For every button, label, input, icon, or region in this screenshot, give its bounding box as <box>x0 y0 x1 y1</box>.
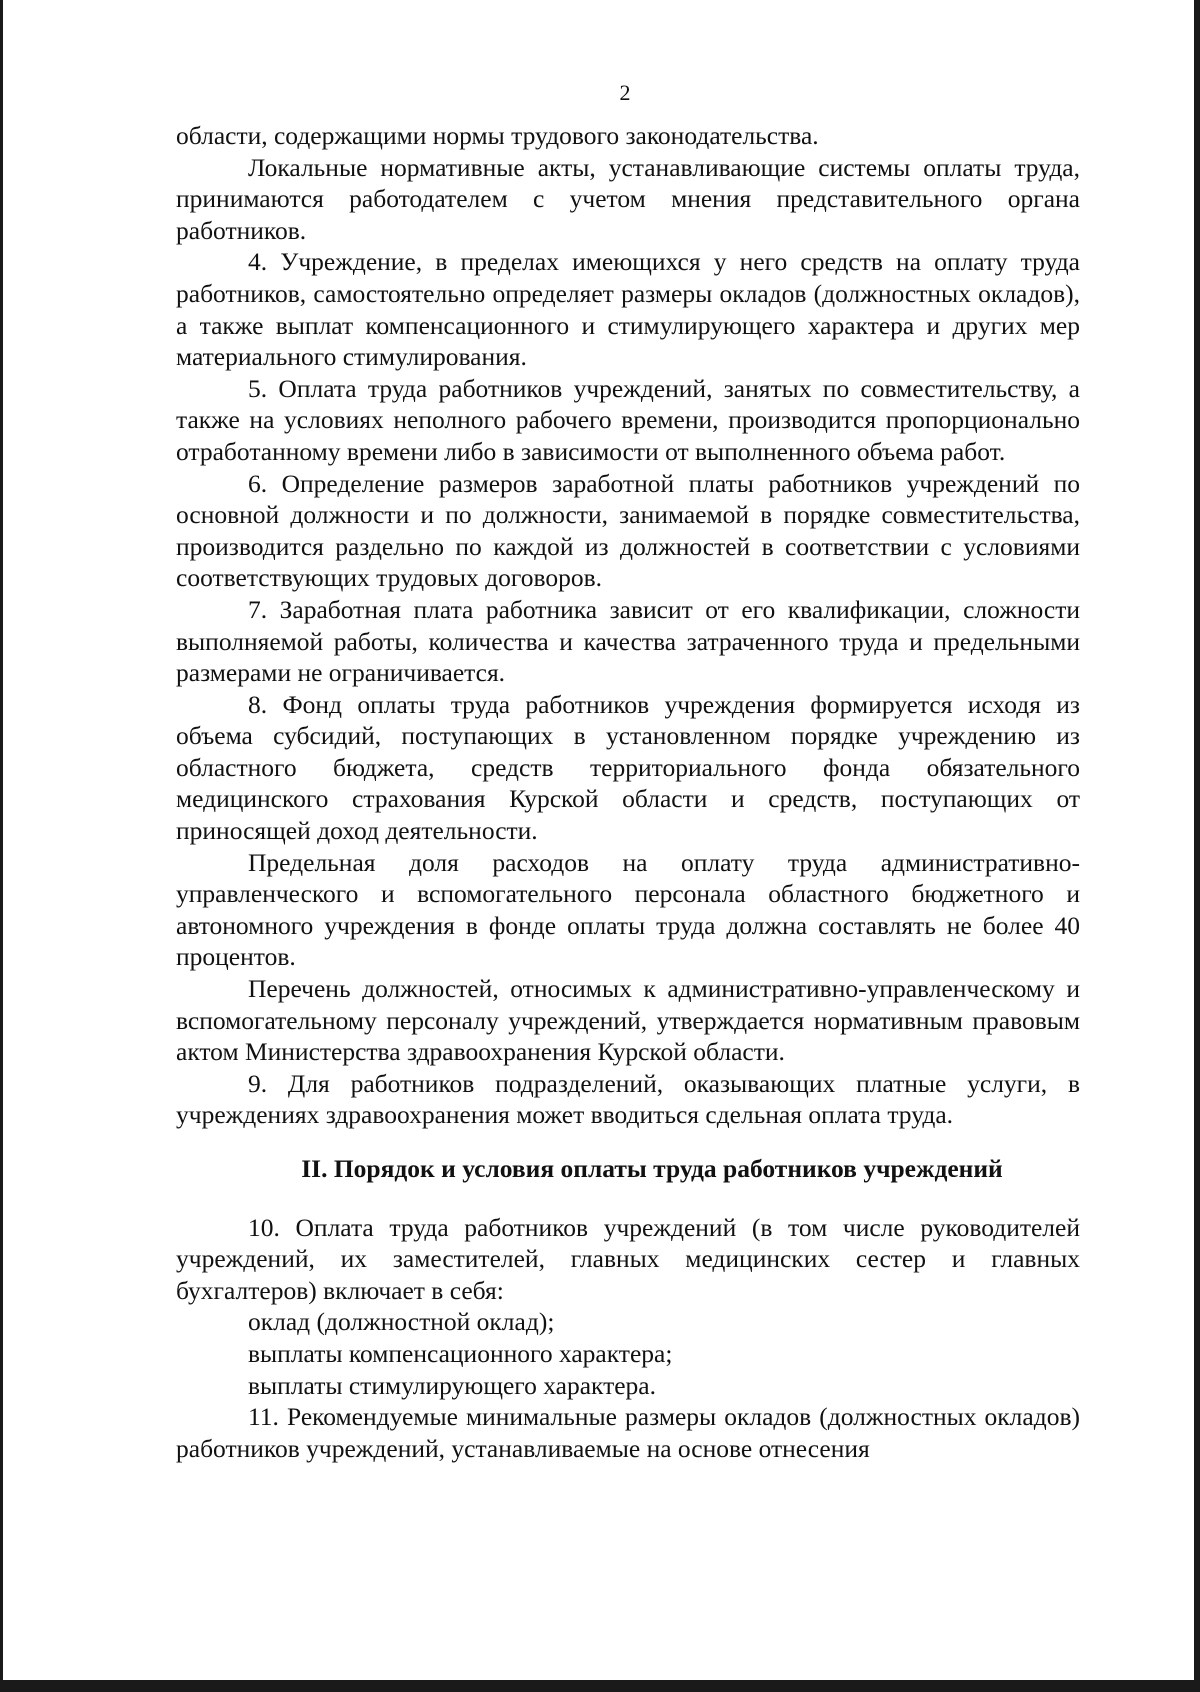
list-item: выплаты компенсационного характера; <box>248 1338 673 1368</box>
list-item: выплаты стимулирующего характера. <box>248 1370 656 1400</box>
scan-edge-bottom <box>0 1680 1200 1692</box>
paragraph-4: 4. Учреждение, в пределах имеющихся у него средств на оплату труда работников, самостоятельно определяет размеры окладов (должностных окладов), а также выплат компенсационного и стимулирующего характера и других мер материального стимулирования. <box>176 247 1080 372</box>
list-item: оклад (должностной оклад); <box>248 1307 555 1337</box>
paragraph-6: 6. Определение размеров заработной платы работников учреждений по основной должности и по должности, занимаемой в порядке совместительства, производится раздельно по каждой из должностей в соответствии с условиями соответствующих трудовых договоров. <box>176 468 1080 593</box>
paragraph-9: 9. Для работников подразделений, оказывающих платные услуги, в учреждениях здравоохранения может вводиться сдельная оплата труда. <box>176 1068 1080 1130</box>
document-body <box>176 120 1080 1464</box>
paragraph-positions-list: Перечень должностей, относимых к административно-управленческому и вспомогательному персоналу учреждений, утверждается нормативным правовым актом Министерства здравоохранения Курской области. <box>176 974 1080 1067</box>
scan-edge-right <box>1194 0 1200 1692</box>
section-heading: II. Порядок и условия оплаты труда работников учреждений <box>301 1154 1003 1183</box>
paragraph-11: 11. Рекомендуемые минимальные размеры окладов (должностных окладов) работников учреждений, устанавливаемые на основе отнесения <box>176 1402 1080 1463</box>
paragraph-local-acts: Локальные нормативные акты, устанавливающие системы оплаты труда, принимаются работодателем с учетом мнения представительного органа работников. <box>176 152 1080 245</box>
paragraph-7: 7. Заработная плата работника зависит от его квалификации, сложности выполняемой работы, количества и качества затраченного труда и предельными размерами не ограничивается. <box>176 594 1080 688</box>
page-number: 2 <box>619 80 631 105</box>
paragraph-share-limit: Предельная доля расходов на оплату труда административно-управленческого и вспомогательного персонала областного бюджетного и автономного учреждения в фонде оплаты труда должна составлять не более 40 процентов. <box>176 847 1080 972</box>
paragraph-8: 8. Фонд оплаты труда работников учреждения формируется исходя из объема субсидий, поступающих в установленном порядке учреждению из областного бюджета, средств территориального фонда обязательного медицинского страхования Курской области и средств, поступающих от приносящей доход деятельности. <box>176 689 1080 846</box>
paragraph-continuation: области, содержащими нормы трудового законодательства. <box>176 121 819 150</box>
paragraph-10: 10. Оплата труда работников учреждений (в том числе руководителей учреждений, их заместителей, главных медицинских сестер и главных бухгалтеров) включает в себя: <box>176 1212 1080 1305</box>
scan-edge-left <box>0 0 3 1692</box>
paragraph-5: 5. Оплата труда работников учреждений, занятых по совместительству, а также на условиях неполного рабочего времени, производится пропорционально отработанному времени либо в зависимости от выполненного объема работ. <box>176 373 1080 466</box>
